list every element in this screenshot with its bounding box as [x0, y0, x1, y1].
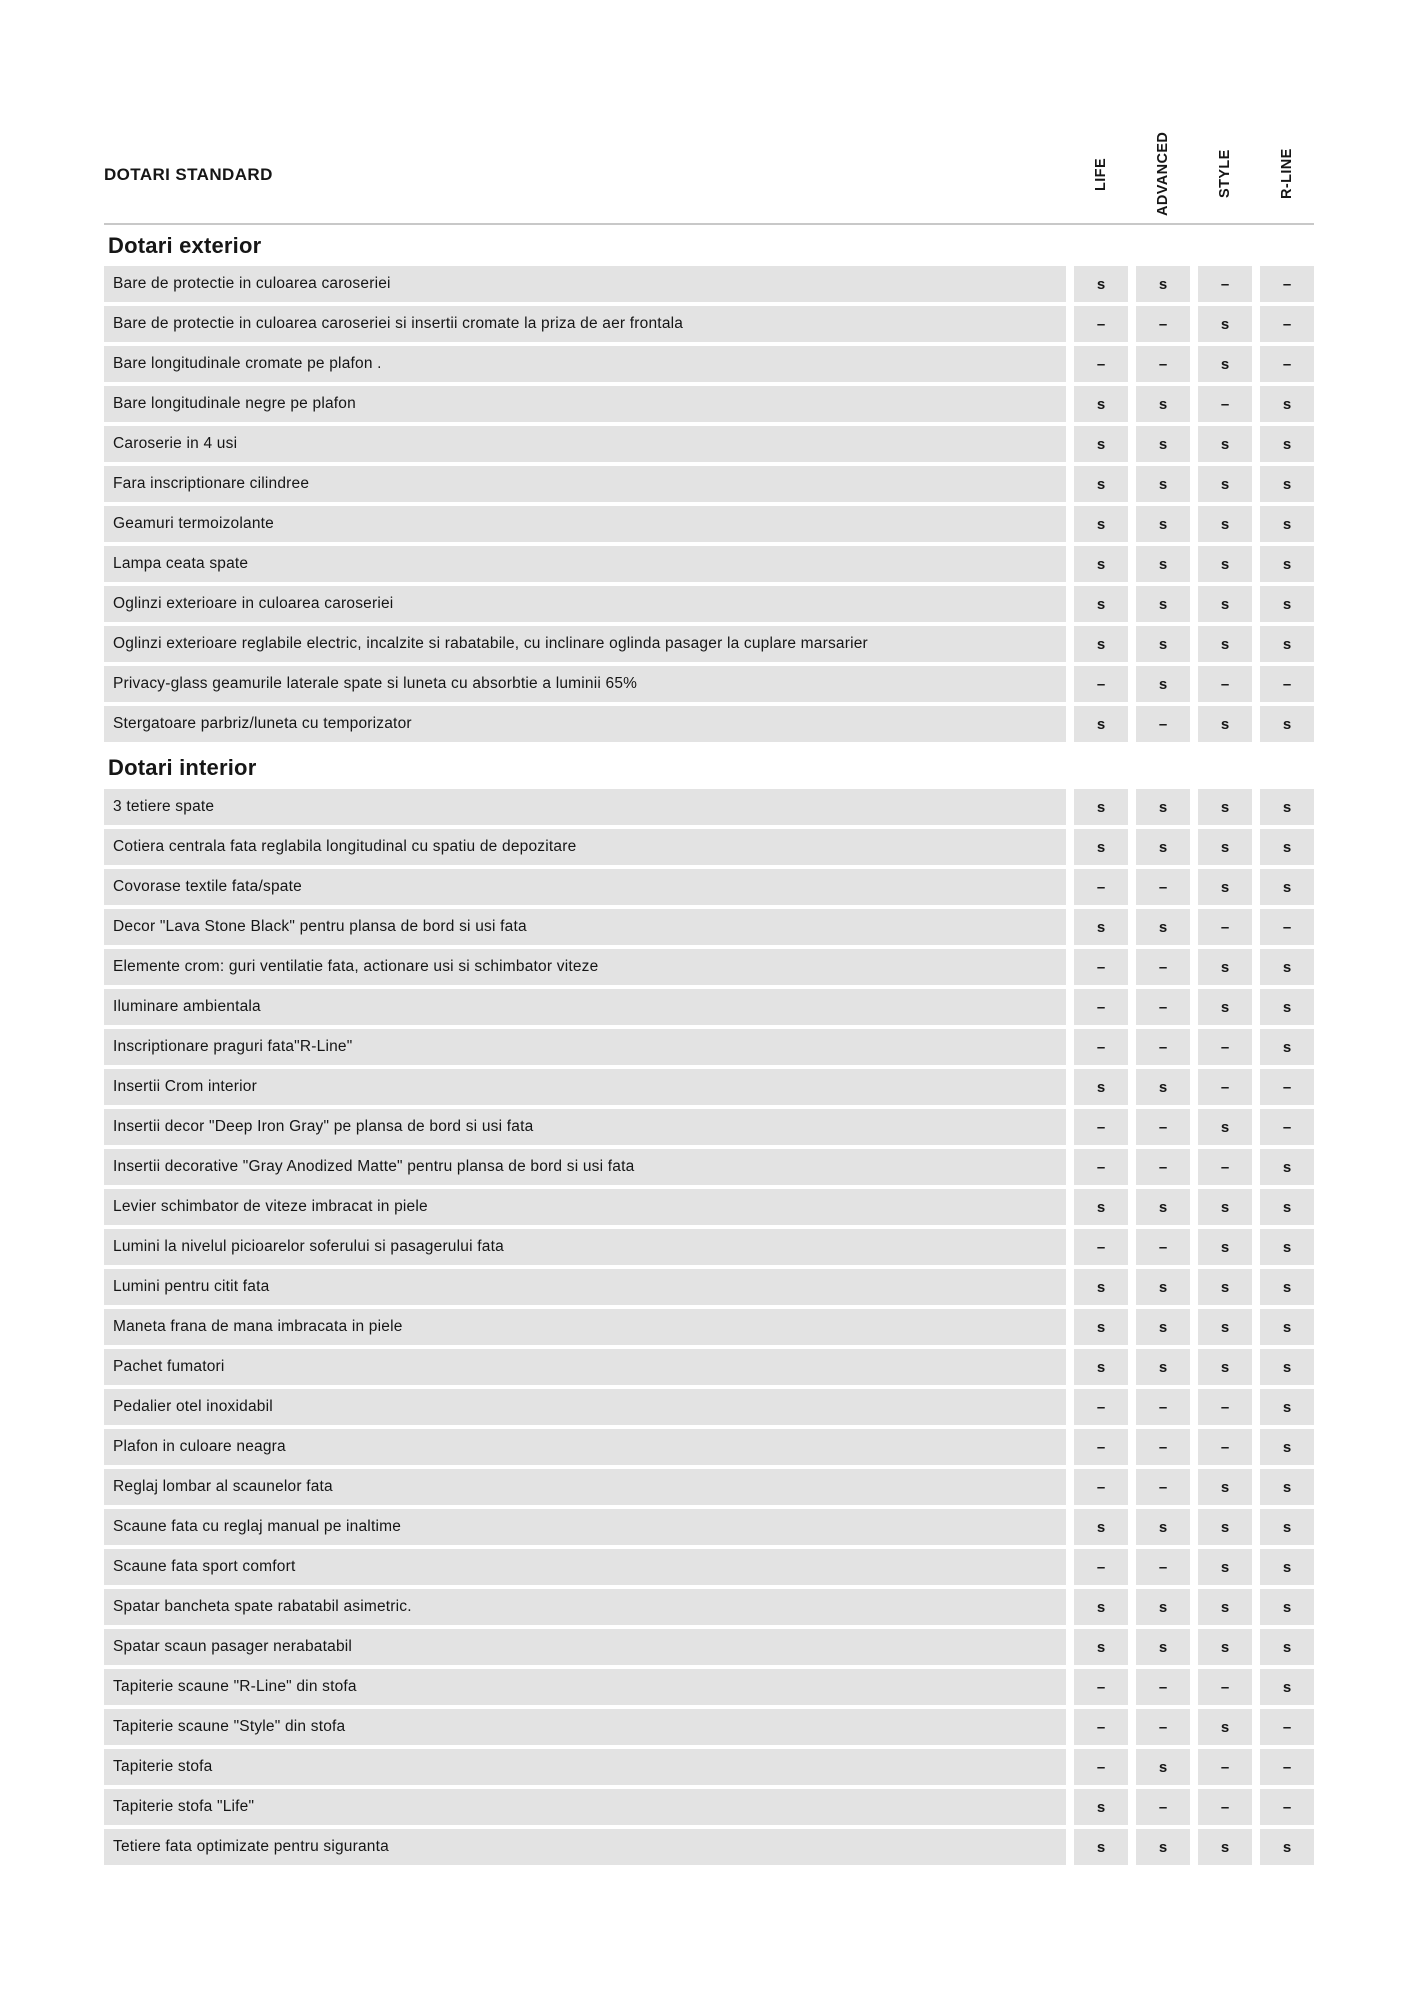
availability-cell: –: [1198, 1789, 1252, 1825]
availability-cell: s: [1198, 306, 1252, 342]
table-row: [104, 426, 1314, 462]
table-row: [104, 1629, 1314, 1665]
availability-cell: s: [1136, 1069, 1190, 1105]
availability-cell: –: [1260, 1069, 1314, 1105]
feature-name: Geamuri termoizolante: [104, 506, 1066, 542]
feature-name: Tapiterie scaune "Style" din stofa: [104, 1709, 1066, 1745]
availability-cell: –: [1136, 1389, 1190, 1425]
availability-cell: s: [1260, 1309, 1314, 1345]
availability-cell: s: [1198, 1509, 1252, 1545]
availability-cell: s: [1260, 1629, 1314, 1665]
availability-cell: s: [1198, 1549, 1252, 1585]
availability-cell: s: [1074, 1789, 1128, 1825]
table-row: [104, 909, 1314, 945]
table-row: [104, 386, 1314, 422]
availability-cell: s: [1198, 1349, 1252, 1385]
availability-cell: s: [1074, 1189, 1128, 1225]
table-row: [104, 706, 1314, 742]
availability-cell: s: [1260, 466, 1314, 502]
table-row: [104, 1429, 1314, 1465]
availability-cell: s: [1198, 506, 1252, 542]
availability-cell: –: [1136, 1229, 1190, 1265]
availability-cell: s: [1136, 1309, 1190, 1345]
availability-cell: s: [1074, 586, 1128, 622]
feature-name: Stergatoare parbriz/luneta cu temporizator: [104, 706, 1066, 742]
table-row: [104, 1029, 1314, 1065]
availability-cell: s: [1074, 1829, 1128, 1865]
feature-name: 3 tetiere spate: [104, 789, 1066, 825]
availability-cell: s: [1260, 1429, 1314, 1465]
table-row: [104, 869, 1314, 905]
availability-cell: –: [1260, 306, 1314, 342]
availability-cell: –: [1198, 386, 1252, 422]
availability-cell: –: [1136, 989, 1190, 1025]
availability-cell: s: [1198, 1469, 1252, 1505]
table-row: [104, 1109, 1314, 1145]
availability-cell: s: [1198, 586, 1252, 622]
availability-cell: s: [1260, 1469, 1314, 1505]
feature-name: Lampa ceata spate: [104, 546, 1066, 582]
availability-cell: s: [1136, 546, 1190, 582]
availability-cell: –: [1198, 1069, 1252, 1105]
feature-name: Elemente crom: guri ventilatie fata, actionare usi si schimbator viteze: [104, 949, 1066, 985]
availability-cell: –: [1260, 1749, 1314, 1785]
table-row: [104, 1589, 1314, 1625]
availability-cell: –: [1198, 1389, 1252, 1425]
table-row: [104, 1549, 1314, 1585]
availability-cell: s: [1260, 1509, 1314, 1545]
table-row: [104, 1229, 1314, 1265]
table-row: [104, 1349, 1314, 1385]
availability-cell: –: [1136, 1469, 1190, 1505]
availability-cell: s: [1260, 869, 1314, 905]
availability-cell: –: [1074, 1549, 1128, 1585]
table-row: [104, 346, 1314, 382]
table-row: [104, 306, 1314, 342]
availability-cell: –: [1136, 1029, 1190, 1065]
table-row: [104, 1789, 1314, 1825]
availability-cell: –: [1074, 1109, 1128, 1145]
availability-cell: s: [1198, 626, 1252, 662]
availability-cell: –: [1074, 1389, 1128, 1425]
availability-cell: s: [1260, 586, 1314, 622]
availability-cell: s: [1136, 666, 1190, 702]
table-row: [104, 1509, 1314, 1545]
table-row: [104, 586, 1314, 622]
availability-cell: –: [1074, 1029, 1128, 1065]
availability-cell: –: [1136, 706, 1190, 742]
feature-name: Tapiterie stofa "Life": [104, 1789, 1066, 1825]
availability-cell: –: [1198, 1749, 1252, 1785]
availability-cell: –: [1198, 266, 1252, 302]
availability-cell: s: [1198, 1709, 1252, 1745]
feature-name: Cotiera centrala fata reglabila longitudinal cu spatiu de depozitare: [104, 829, 1066, 865]
availability-cell: s: [1260, 989, 1314, 1025]
feature-name: Lumini la nivelul picioarelor soferului si pasagerului fata: [104, 1229, 1066, 1265]
availability-cell: s: [1074, 1509, 1128, 1545]
availability-cell: s: [1260, 789, 1314, 825]
feature-name: Tapiterie stofa: [104, 1749, 1066, 1785]
column-header-life: LIFE: [1093, 157, 1109, 191]
availability-cell: s: [1260, 829, 1314, 865]
column-header-r-line: R-LINE: [1279, 148, 1295, 200]
feature-name: Decor "Lava Stone Black" pentru plansa de bord si usi fata: [104, 909, 1066, 945]
feature-name: Scaune fata cu reglaj manual pe inaltime: [104, 1509, 1066, 1545]
availability-cell: s: [1136, 909, 1190, 945]
feature-name: Bare longitudinale negre pe plafon: [104, 386, 1066, 422]
availability-cell: s: [1136, 1189, 1190, 1225]
availability-cell: s: [1260, 1229, 1314, 1265]
availability-cell: s: [1198, 1109, 1252, 1145]
feature-name: Insertii decorative "Gray Anodized Matte" pentru plansa de bord si usi fata: [104, 1149, 1066, 1185]
availability-cell: s: [1198, 789, 1252, 825]
availability-cell: s: [1198, 426, 1252, 462]
availability-cell: s: [1136, 1509, 1190, 1545]
availability-cell: s: [1136, 506, 1190, 542]
availability-cell: –: [1074, 666, 1128, 702]
feature-name: Reglaj lombar al scaunelor fata: [104, 1469, 1066, 1505]
availability-cell: s: [1074, 1069, 1128, 1105]
table-row: [104, 666, 1314, 702]
availability-cell: –: [1074, 869, 1128, 905]
availability-cell: –: [1260, 346, 1314, 382]
feature-name: Maneta frana de mana imbracata in piele: [104, 1309, 1066, 1345]
availability-cell: –: [1074, 989, 1128, 1025]
availability-cell: s: [1198, 1229, 1252, 1265]
availability-cell: –: [1074, 1149, 1128, 1185]
availability-cell: –: [1074, 1749, 1128, 1785]
availability-cell: –: [1260, 266, 1314, 302]
feature-name: Privacy-glass geamurile laterale spate si luneta cu absorbtie a luminii 65%: [104, 666, 1066, 702]
availability-cell: s: [1136, 626, 1190, 662]
availability-cell: –: [1260, 1709, 1314, 1745]
availability-cell: s: [1198, 989, 1252, 1025]
feature-name: Oglinzi exterioare reglabile electric, incalzite si rabatabile, cu inclinare oglinda pasager la cuplare marsarier: [104, 626, 1066, 662]
table-row: [104, 949, 1314, 985]
table-row: [104, 546, 1314, 582]
availability-cell: s: [1260, 386, 1314, 422]
availability-cell: s: [1198, 346, 1252, 382]
availability-cell: s: [1260, 1269, 1314, 1305]
availability-cell: –: [1260, 909, 1314, 945]
availability-cell: –: [1136, 1709, 1190, 1745]
availability-cell: –: [1074, 1669, 1128, 1705]
table-row: [104, 829, 1314, 865]
feature-name: Tetiere fata optimizate pentru siguranta: [104, 1829, 1066, 1865]
table-row: [104, 1069, 1314, 1105]
feature-name: Inscriptionare praguri fata"R-Line": [104, 1029, 1066, 1065]
availability-cell: s: [1260, 949, 1314, 985]
feature-name: Plafon in culoare neagra: [104, 1429, 1066, 1465]
availability-cell: –: [1074, 306, 1128, 342]
table-header: [104, 0, 1314, 225]
table-row: [104, 1189, 1314, 1225]
availability-cell: s: [1198, 1269, 1252, 1305]
availability-cell: –: [1136, 306, 1190, 342]
feature-name: Bare de protectie in culoarea caroseriei: [104, 266, 1066, 302]
availability-cell: s: [1136, 1749, 1190, 1785]
availability-cell: s: [1136, 266, 1190, 302]
availability-cell: –: [1074, 1229, 1128, 1265]
availability-cell: –: [1136, 1789, 1190, 1825]
availability-cell: s: [1136, 789, 1190, 825]
availability-cell: –: [1136, 1549, 1190, 1585]
availability-cell: s: [1074, 829, 1128, 865]
feature-name: Scaune fata sport comfort: [104, 1549, 1066, 1585]
availability-cell: s: [1260, 546, 1314, 582]
table-row: [104, 506, 1314, 542]
availability-cell: s: [1136, 1629, 1190, 1665]
availability-cell: s: [1198, 869, 1252, 905]
availability-cell: s: [1136, 426, 1190, 462]
feature-name: Levier schimbator de viteze imbracat in piele: [104, 1189, 1066, 1225]
feature-name: Iluminare ambientala: [104, 989, 1066, 1025]
availability-cell: s: [1074, 706, 1128, 742]
table-row: [104, 989, 1314, 1025]
table-row: [104, 626, 1314, 662]
feature-name: Bare longitudinale cromate pe plafon .: [104, 346, 1066, 382]
availability-cell: –: [1074, 1429, 1128, 1465]
availability-cell: s: [1136, 829, 1190, 865]
availability-cell: –: [1198, 666, 1252, 702]
table-row: [104, 1669, 1314, 1705]
features-table: [104, 225, 1314, 1865]
availability-cell: s: [1260, 506, 1314, 542]
availability-cell: –: [1074, 1469, 1128, 1505]
availability-cell: s: [1136, 466, 1190, 502]
availability-cell: –: [1136, 1149, 1190, 1185]
table-row: [104, 1709, 1314, 1745]
availability-cell: s: [1074, 546, 1128, 582]
availability-cell: s: [1198, 546, 1252, 582]
availability-cell: s: [1198, 466, 1252, 502]
feature-name: Spatar bancheta spate rabatabil asimetric.: [104, 1589, 1066, 1625]
table-row: [104, 1269, 1314, 1305]
availability-cell: –: [1260, 1109, 1314, 1145]
availability-cell: s: [1260, 1389, 1314, 1425]
feature-name: Insertii decor "Deep Iron Gray" pe plansa de bord si usi fata: [104, 1109, 1066, 1145]
feature-name: Pachet fumatori: [104, 1349, 1066, 1385]
availability-cell: –: [1136, 949, 1190, 985]
table-row: [104, 266, 1314, 302]
availability-cell: –: [1136, 869, 1190, 905]
availability-cell: s: [1074, 626, 1128, 662]
availability-cell: s: [1074, 1349, 1128, 1385]
availability-cell: s: [1198, 1309, 1252, 1345]
availability-cell: s: [1260, 1669, 1314, 1705]
availability-cell: s: [1074, 466, 1128, 502]
availability-cell: –: [1198, 1669, 1252, 1705]
availability-cell: –: [1136, 346, 1190, 382]
availability-cell: –: [1074, 346, 1128, 382]
feature-name: Insertii Crom interior: [104, 1069, 1066, 1105]
feature-name: Lumini pentru citit fata: [104, 1269, 1066, 1305]
availability-cell: s: [1074, 1589, 1128, 1625]
section-title: Dotari exterior: [108, 232, 262, 258]
availability-cell: –: [1198, 1149, 1252, 1185]
column-header-style: STYLE: [1217, 149, 1233, 199]
availability-cell: s: [1260, 626, 1314, 662]
availability-cell: s: [1074, 1309, 1128, 1345]
availability-cell: s: [1198, 829, 1252, 865]
availability-cell: s: [1074, 266, 1128, 302]
feature-name: Covorase textile fata/spate: [104, 869, 1066, 905]
availability-cell: s: [1198, 1629, 1252, 1665]
availability-cell: s: [1260, 1189, 1314, 1225]
availability-cell: s: [1074, 426, 1128, 462]
feature-name: Caroserie in 4 usi: [104, 426, 1066, 462]
availability-cell: s: [1260, 1029, 1314, 1065]
availability-cell: s: [1136, 1269, 1190, 1305]
table-row: [104, 1309, 1314, 1345]
availability-cell: s: [1198, 949, 1252, 985]
availability-cell: s: [1260, 1149, 1314, 1185]
page-content: [104, 0, 1314, 1869]
table-row: [104, 789, 1314, 825]
availability-cell: s: [1074, 1269, 1128, 1305]
availability-cell: s: [1136, 586, 1190, 622]
availability-cell: s: [1074, 909, 1128, 945]
availability-cell: –: [1198, 1429, 1252, 1465]
section-title: Dotari interior: [108, 754, 257, 780]
availability-cell: s: [1136, 386, 1190, 422]
page-title: DOTARI STANDARD: [104, 165, 273, 184]
availability-cell: s: [1074, 1629, 1128, 1665]
feature-name: Pedalier otel inoxidabil: [104, 1389, 1066, 1425]
availability-cell: s: [1198, 1829, 1252, 1865]
availability-cell: s: [1198, 1589, 1252, 1625]
column-header-advanced: ADVANCED: [1155, 131, 1171, 217]
feature-name: Tapiterie scaune "R-Line" din stofa: [104, 1669, 1066, 1705]
feature-name: Oglinzi exterioare in culoarea caroseriei: [104, 586, 1066, 622]
availability-cell: s: [1260, 706, 1314, 742]
table-row: [104, 1469, 1314, 1505]
availability-cell: –: [1136, 1109, 1190, 1145]
table-row: [104, 1389, 1314, 1425]
availability-cell: –: [1260, 666, 1314, 702]
table-row: [104, 1149, 1314, 1185]
availability-cell: –: [1136, 1429, 1190, 1465]
availability-cell: –: [1074, 949, 1128, 985]
table-row: [104, 1749, 1314, 1785]
availability-cell: –: [1074, 1709, 1128, 1745]
availability-cell: s: [1074, 506, 1128, 542]
availability-cell: s: [1136, 1589, 1190, 1625]
availability-cell: –: [1198, 909, 1252, 945]
availability-cell: s: [1260, 426, 1314, 462]
availability-cell: s: [1260, 1829, 1314, 1865]
feature-name: Bare de protectie in culoarea caroseriei si insertii cromate la priza de aer frontala: [104, 306, 1066, 342]
availability-cell: s: [1198, 1189, 1252, 1225]
availability-cell: s: [1074, 789, 1128, 825]
availability-cell: –: [1198, 1029, 1252, 1065]
availability-cell: s: [1198, 706, 1252, 742]
availability-cell: s: [1136, 1349, 1190, 1385]
feature-name: Fara inscriptionare cilindree: [104, 466, 1066, 502]
table-row: [104, 466, 1314, 502]
availability-cell: s: [1074, 386, 1128, 422]
feature-name: Spatar scaun pasager nerabatabil: [104, 1629, 1066, 1665]
table-row: [104, 1829, 1314, 1865]
availability-cell: s: [1260, 1549, 1314, 1585]
availability-cell: –: [1260, 1789, 1314, 1825]
availability-cell: –: [1136, 1669, 1190, 1705]
availability-cell: s: [1136, 1829, 1190, 1865]
availability-cell: s: [1260, 1349, 1314, 1385]
availability-cell: s: [1260, 1589, 1314, 1625]
